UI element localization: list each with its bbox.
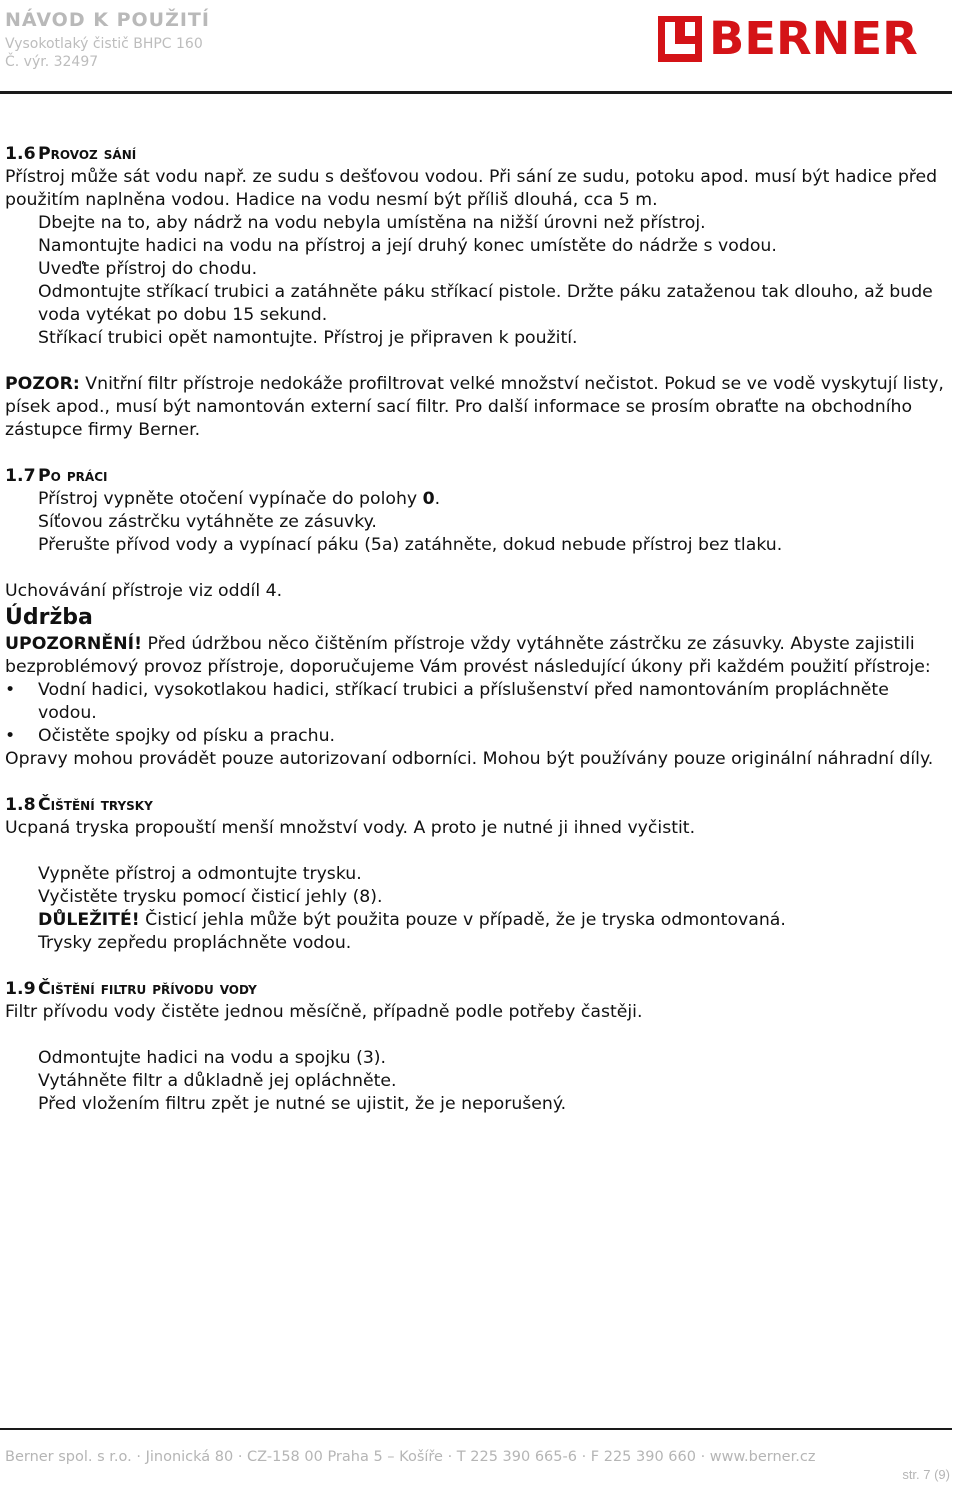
berner-logo (658, 12, 918, 65)
maintenance-heading: Údržba (5, 605, 93, 630)
caution-label: POZOR: (5, 374, 80, 394)
bullet-item: • Očistěte spojky od písku a prachu. (5, 725, 950, 748)
important-label: DŮLEŽITÉ! (38, 910, 140, 930)
section-heading-1-7: 1.7 Po práci (5, 466, 108, 486)
footer-address: Berner spol. s r.o. · Jinonická 80 · CZ-158 00 Praha 5 – Košíře · T 225 390 665-6 · F 225 390 660 · www.berner.cz (5, 1449, 816, 1465)
list-item: Uveďte přístroj do chodu. (38, 259, 258, 279)
storage-note: Uchovávání přístroje viz oddíl 4. (5, 581, 283, 601)
list-item: Odmontujte stříkací trubici a zatáhněte páku stříkací pistole. Držte páku zataženou tak dlouho, až bude voda vytékat po dobu 15 sekund. (38, 282, 933, 325)
header-rule (0, 91, 952, 94)
footer-rule (0, 1428, 952, 1430)
document-title: NÁVOD K POUŽITÍ (5, 9, 210, 31)
page-header (0, 0, 960, 96)
list-item: Přístroj vypněte otočení vypínače do polohy 0. (38, 489, 441, 509)
order-number: Č. výr. 32497 (5, 54, 99, 70)
caution-note: POZOR: Vnitřní filtr přístroje nedokáže profiltrovat velké množství nečistot. Pokud se ve vodě vyskytují listy, písek apod., musí být namontován externí sací filtr. Pro další informace se prosím obraťte na obchodního zástupce firmy Berner. (5, 374, 944, 440)
list-item: Přerušte přívod vody a vypínací páku (5a) zatáhněte, dokud nebude přístroj bez tlaku. (38, 535, 783, 555)
list-item: Trysky zepředu propláchněte vodou. (38, 933, 352, 953)
list-item: Vytáhněte filtr a důkladně jej opláchněte. (38, 1071, 397, 1091)
repairs-note: Opravy mohou provádět pouze autorizovaní odborníci. Mohou být používány pouze originální náhradní díly. (5, 749, 934, 769)
section-1-6-intro: Přístroj může sát vodu např. ze sudu s dešťovou vodou. Při sání ze sudu, potoku apod. musí být hadice před použitím naplněna vodou. Hadice na vodu nesmí být příliš dlouhá, cca 5 m. (5, 167, 938, 210)
list-item: Odmontujte hadici na vodu a spojku (3). (38, 1048, 387, 1068)
warning-note: UPOZORNĚNÍ! Před údržbou něco čištěním přístroje vždy vytáhněte zástrčku ze zásuvky. Abyste zajistili bezproblémový provoz přístroje, doporučujeme Vám provést následující úkony při každém použití přístroje: (5, 634, 931, 677)
section-1-6-steps (5, 212, 950, 350)
important-note: DŮLEŽITÉ! Čisticí jehla může být použita pouze v případě, že je tryska odmontovaná. (38, 910, 786, 930)
list-item: Stříkací trubici opět namontujte. Přístroj je připraven k použití. (38, 328, 578, 348)
list-item: Vyčistěte trysku pomocí čisticí jehly (8). (38, 887, 383, 907)
page-number: str. 7 (9) (902, 1467, 950, 1482)
document-body (5, 143, 950, 1116)
list-item: Namontujte hadici na vodu na přístroj a její druhý konec umístěte do nádrže s vodou. (38, 236, 777, 256)
list-item: Vypněte přístroj a odmontujte trysku. (38, 864, 362, 884)
list-item: Síťovou zástrčku vytáhněte ze zásuvky. (38, 512, 377, 532)
section-heading-1-6: 1.6 Provoz sání (5, 144, 137, 164)
product-name: Vysokotlaký čistič BHPC 160 (5, 36, 203, 52)
warning-label: UPOZORNĚNÍ! (5, 634, 142, 654)
berner-logo-icon (658, 16, 702, 62)
logo-wordmark: BERNER (709, 12, 918, 65)
section-1-8-intro: Ucpaná tryska propouští menší množství vody. A proto je nutné ji ihned vyčistit. (5, 818, 696, 838)
section-1-9-intro: Filtr přívodu vody čistěte jednou měsíčně, případně podle potřeby častěji. (5, 1002, 643, 1022)
bullet-item: • Vodní hadici, vysokotlakou hadici, stříkací trubici a příslušenství před namontováním propláchněte vodou. (5, 679, 950, 725)
section-heading-1-8: 1.8 Čištění trysky (5, 795, 153, 815)
list-item: Před vložením filtru zpět je nutné se ujistit, že je neporušený. (38, 1094, 567, 1114)
list-item: Dbejte na to, aby nádrž na vodu nebyla umístěna na nižší úrovni než přístroj. (38, 213, 706, 233)
section-heading-1-9: 1.9 Čištění filtru přívodu vody (5, 979, 257, 999)
